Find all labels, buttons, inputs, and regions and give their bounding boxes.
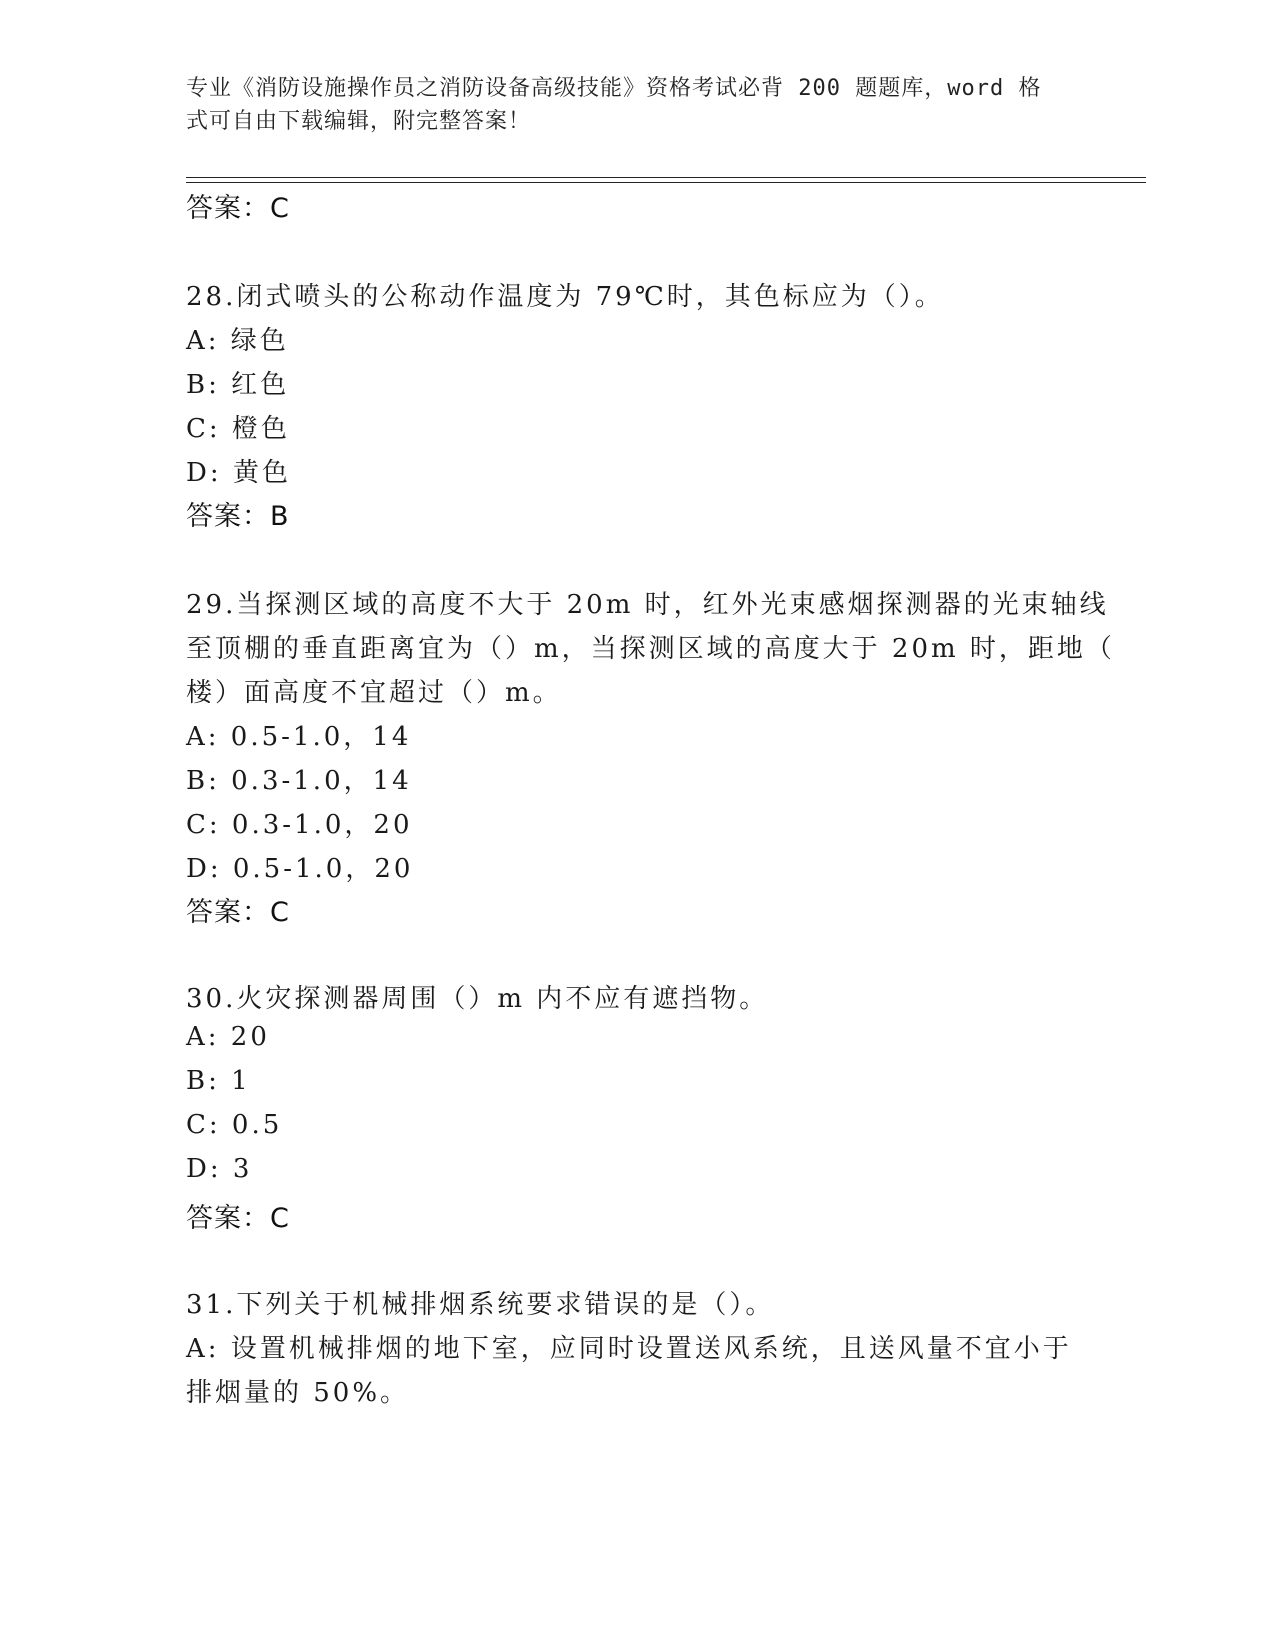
question-28-option-a: A: 绿色 [186, 326, 289, 356]
question-31-option-a-cont: 排烟量的 50%。 [186, 1378, 410, 1408]
question-30-option-b: B: 1 [186, 1066, 251, 1096]
question-29-stem-line-1: 29.当探测区域的高度不大于 20m 时，红外光束感烟探测器的光束轴线 [186, 590, 1109, 620]
question-29-option-a: A: 0.5-1.0，14 [186, 722, 412, 752]
question-29-stem-line-3: 楼）面高度不宜超过（）m。 [186, 678, 562, 708]
question-28-option-b: B: 红色 [186, 370, 290, 400]
question-31-option-a: A: 设置机械排烟的地下室，应同时设置送风系统，且送风量不宜小于 [186, 1334, 1072, 1364]
answer-30: 答案：C [186, 1203, 290, 1234]
question-30-option-c: C: 0.5 [186, 1110, 283, 1140]
document-header [186, 72, 1066, 138]
question-30-option-d: D: 3 [186, 1154, 253, 1184]
answer-28: 答案：B [186, 501, 290, 532]
question-29-option-c: C: 0.3-1.0，20 [186, 810, 413, 840]
question-29-stem-line-2: 至顶棚的垂直距离宜为（）m，当探测区域的高度大于 20m 时，距地（ [186, 634, 1115, 664]
answer-29: 答案：C [186, 897, 290, 928]
question-29-option-d: D: 0.5-1.0，20 [186, 854, 414, 884]
answer-27: 答案：C [186, 193, 290, 224]
header-divider-top [186, 177, 1146, 178]
question-30-option-a: A: 20 [186, 1022, 270, 1052]
question-28-stem: 28.闭式喷头的公称动作温度为 79℃时，其色标应为（）。 [186, 282, 944, 312]
question-31-stem: 31.下列关于机械排烟系统要求错误的是（）。 [186, 1290, 775, 1320]
header-line-2: 式可自由下载编辑，附完整答案！ [186, 109, 532, 134]
question-30-stem: 30.火灾探测器周围（）m 内不应有遮挡物。 [186, 984, 769, 1014]
header-divider-bottom [186, 182, 1146, 183]
header-line-1: 专业《消防设施操作员之消防设备高级技能》资格考试必背 200 题题库，word 格 [186, 76, 1042, 101]
question-28-option-c: C: 橙色 [186, 414, 290, 444]
question-28-option-d: D: 黄色 [186, 458, 291, 488]
question-29-option-b: B: 0.3-1.0，14 [186, 766, 412, 796]
